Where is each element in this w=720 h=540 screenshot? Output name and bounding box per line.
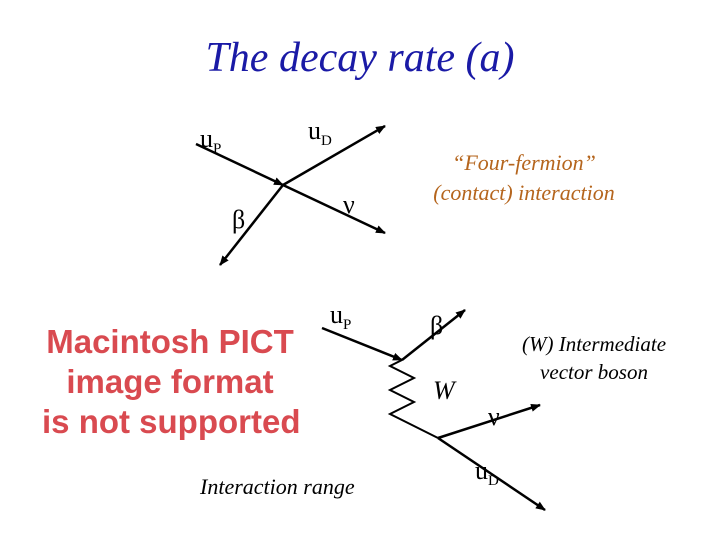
placeholder-line1: Macintosh PICT [46,323,294,360]
contact-label-outgoing [308,116,332,150]
contact-outgoing-line [283,126,385,185]
contact-label-incoming [200,124,221,158]
contact-caption-line2: (contact) interaction [433,180,615,205]
exchange-label-beta: β [430,311,444,340]
exchange-label-outgoing [475,456,499,490]
interaction-range-caption: Interaction range [200,474,355,499]
exchange-label-w: W [433,376,455,405]
label-subscript: D [488,473,499,489]
exchange-label-nu: ν [488,402,500,431]
placeholder-line3: is not supported [42,403,301,440]
contact-label-nu: ν [343,190,355,219]
placeholder-line2: image format [66,363,274,400]
w-boson-wavy-line [390,360,438,438]
contact-nu-line [283,185,385,233]
contact-caption-line1: “Four-fermion” [452,150,596,175]
label-subscript: D [321,133,332,149]
label-u: u [475,456,488,485]
exchange-caption-line2: vector boson [540,360,648,384]
label-u: u [200,124,213,153]
contact-label-beta: β [232,205,246,234]
pict-placeholder-image [42,322,301,442]
contact-caption [424,148,624,208]
title-main: The decay rate [205,35,456,81]
label-subscript: P [213,141,222,157]
contact-beta-line [220,185,283,265]
label-u: u [308,116,321,145]
contact-vertex-diagram [196,126,385,265]
exchange-label-incoming [330,300,351,334]
exchange-caption-line1: (W) Intermediate [521,332,667,356]
label-u: u [330,300,343,329]
title-suffix: (a) [465,35,515,81]
label-subscript: P [343,317,352,333]
exchange-caption [494,330,694,386]
